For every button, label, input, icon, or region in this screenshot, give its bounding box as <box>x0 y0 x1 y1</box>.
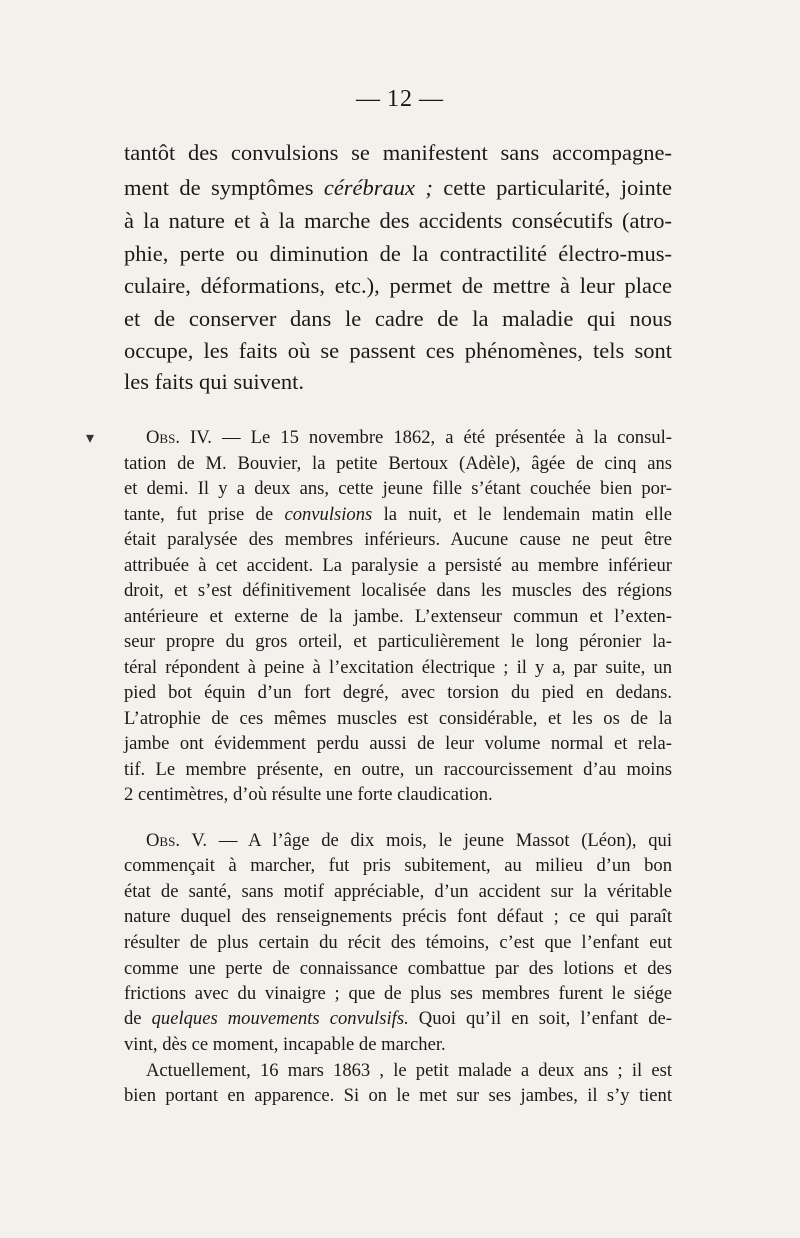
intro-line: tantôt des convulsions se manifestent sans accompagne- <box>124 140 672 165</box>
intro-line: à la nature et à la marche des accidents consécutifs (atro- <box>124 208 672 233</box>
obs5-line: état de santé, sans motif appréciable, d’un accident sur la véritable <box>124 881 672 902</box>
obs5-line: frictions avec du vinaigre ; que de plus ses membres furent le siége <box>124 983 672 1004</box>
obs5-line: commençait à marcher, fut pris subitement, au milieu d’un bon <box>124 855 672 876</box>
obs4-line: tif. Le membre présente, en outre, un raccourcissement d’au moins <box>124 759 672 780</box>
obs4-line: tation de M. Bouvier, la petite Bertoux (Adèle), âgée de cinq ans <box>124 453 672 474</box>
obs5-line: Obs. V. — A l’âge de dix mois, le jeune Massot (Léon), qui <box>146 830 672 851</box>
intro-line: ment de symptômes cérébraux ; cette particularité, jointe <box>124 175 673 200</box>
margin-mark: ▾ <box>86 430 95 447</box>
obs4-line: Obs. IV. — Le 15 novembre 1862, a été présentée à la consul- <box>146 427 672 448</box>
intro-line: les faits qui suivent. <box>124 369 304 394</box>
obs5-line: Actuellement, 16 mars 1863 , le petit malade a deux ans ; il est <box>146 1060 672 1081</box>
obs5-line: bien portant en apparence. Si on le met sur ses jambes, il s’y tient <box>124 1085 672 1106</box>
page-number-value: 12 <box>387 86 413 112</box>
obs4-line: droit, et s’est définitivement localisée dans les muscles des régions <box>124 580 672 601</box>
obs4-line: jambe ont évidemment perdu aussi de leur volume normal et rela- <box>124 733 672 754</box>
obs5-line: comme une perte de connaissance combattue par des lotions et des <box>124 958 672 979</box>
intro-line: phie, perte ou diminution de la contractilité électro-mus- <box>124 241 672 266</box>
folio-dash-left: — <box>356 86 381 112</box>
obs5-line: vint, dès ce moment, incapable de marcher. <box>124 1034 446 1055</box>
obs4-line: L’atrophie de ces mêmes muscles est considérable, et les os de la <box>124 708 672 729</box>
obs5-line: nature duquel des renseignements précis font défaut ; ce qui paraît <box>124 906 672 927</box>
obs4-label: Obs. IV. <box>146 427 212 448</box>
obs4-line: attribuée à cet accident. La paralysie a persisté au membre inférieur <box>124 555 672 576</box>
page-number <box>0 86 800 113</box>
obs4-line: et demi. Il y a deux ans, cette jeune fille s’étant couchée bien por- <box>124 478 672 499</box>
obs5-line: résulter de plus certain du récit des témoins, c’est que l’enfant eut <box>124 932 672 953</box>
intro-line: et de conserver dans le cadre de la maladie qui nous <box>124 306 672 331</box>
intro-line: culaire, déformations, etc.), permet de mettre à leur place <box>124 273 672 298</box>
obs4-line: pied bot équin d’un fort degré, avec torsion du pied en dedans. <box>124 682 672 703</box>
intro-line: occupe, les faits où se passent ces phénomènes, tels sont <box>124 338 672 363</box>
obs5-line: de quelques mouvements convulsifs. Quoi qu’il en soit, l’enfant de- <box>124 1008 672 1029</box>
folio-dash-right: — <box>419 86 444 112</box>
obs4-line: antérieure et externe de la jambe. L’extenseur commun et l’exten- <box>124 606 672 627</box>
obs4-line: 2 centimètres, d’où résulte une forte claudication. <box>124 784 493 805</box>
obs5-label: Obs. V. <box>146 830 208 851</box>
obs4-line: tante, fut prise de convulsions la nuit, et le lendemain matin elle <box>124 504 672 525</box>
obs4-line: était paralysée des membres inférieurs. Aucune cause ne peut être <box>124 529 672 550</box>
obs4-line: seur propre du gros orteil, et particulièrement le long péronier la- <box>124 631 672 652</box>
obs4-line: téral répondent à peine à l’excitation électrique ; il y a, par suite, un <box>124 657 672 678</box>
